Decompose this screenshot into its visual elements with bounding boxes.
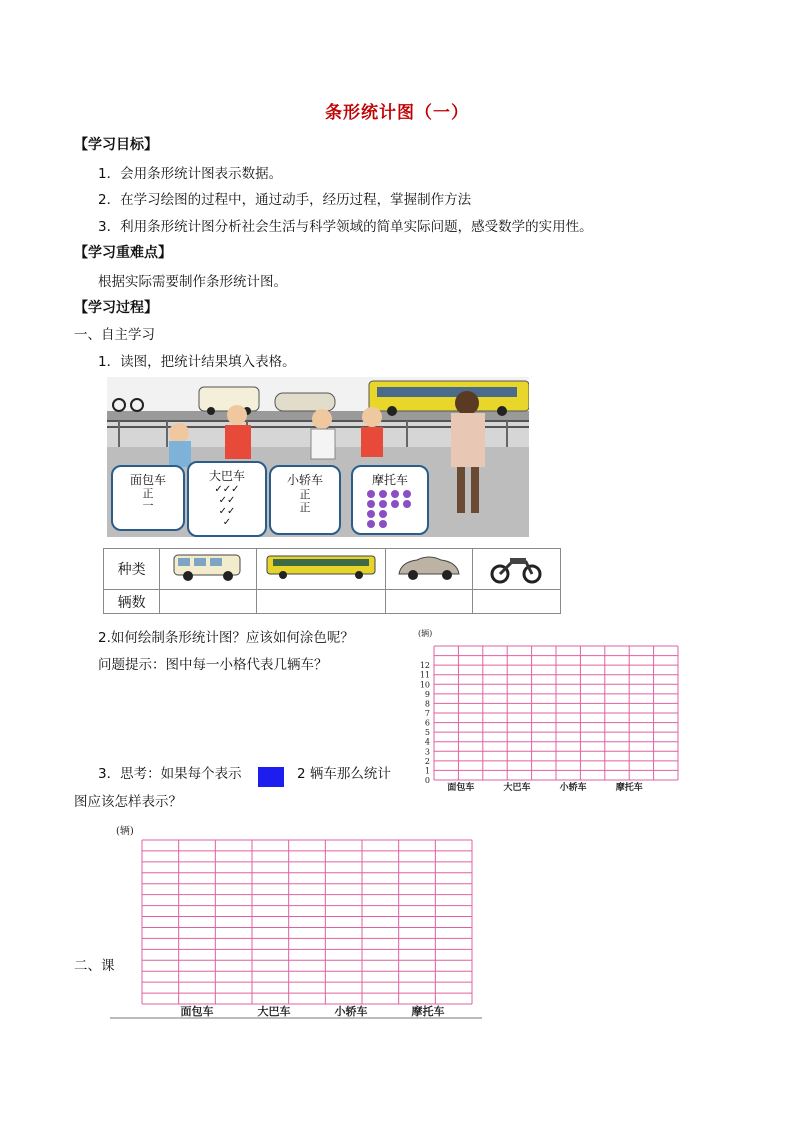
question-2: 2.如何绘制条形统计图？应该如何涂色呢？	[98, 630, 354, 646]
chart-1-y-tick: 11	[419, 670, 430, 680]
tally-board-label: 小轿车	[286, 473, 323, 487]
tally-board-minivan	[111, 465, 185, 531]
row-header-type: 种类	[104, 549, 160, 590]
key-heading: 【学习重难点】	[74, 245, 172, 261]
tally-board-label: 大巴车	[208, 469, 245, 483]
tally-board-bus	[187, 461, 267, 537]
question-3-part-a: 3．思考：如果每个表示	[98, 766, 242, 782]
tally-board-label: 摩托车	[371, 473, 408, 487]
goal-2: 2．在学习绘图的过程中，通过动手，经历过程，掌握制作方法	[98, 192, 472, 208]
chart-1-category-label: 摩托车	[615, 783, 643, 793]
question-2-hint: 问题提示：图中每一小格代表几辆车？	[98, 657, 328, 673]
tally-dots	[353, 488, 427, 532]
goal-3: 3．利用条形统计图分析社会生活与科学领域的简单实际问题，感受数学的实用性。	[98, 219, 593, 235]
goals-heading: 【学习目标】	[74, 137, 158, 153]
chart-1-y-tick: 4	[424, 737, 430, 747]
chart-1-y-tick: 7	[424, 709, 430, 718]
part2-heading: 二、课	[74, 958, 115, 974]
count-cell-motorcycle[interactable]	[472, 590, 560, 614]
traffic-illustration	[107, 377, 529, 537]
chart-1-blank-grid	[412, 626, 684, 794]
chart-1-y-tick: 3	[424, 747, 430, 757]
chart-1-y-tick: 5	[424, 728, 430, 738]
tally-marks: ✓✓✓ ✓✓ ✓✓ ✓	[214, 484, 240, 528]
vehicle-minivan-image	[160, 549, 257, 590]
chart-2-unit: (辆)	[116, 826, 134, 837]
chart-1-y-tick: 1	[424, 766, 430, 776]
tally-board-motorcycle	[351, 465, 429, 535]
chart-1-y-tick: 2	[424, 756, 430, 766]
tally-board-label: 面包车	[129, 473, 166, 487]
tally-marks: 正 一	[142, 487, 154, 512]
tally-marks: 正 正	[299, 488, 311, 514]
page-title: 条形统计图（一）	[325, 103, 469, 123]
chart-2-category-label: 小轿车	[334, 1005, 368, 1018]
process-heading: 【学习过程】	[74, 300, 158, 316]
part1-heading: 一、自主学习	[74, 327, 155, 343]
chart-1-unit: (辆)	[418, 629, 433, 638]
chart-2-category-label: 大巴车	[257, 1005, 291, 1018]
question-3-part-b: 2 辆车那么统计	[297, 766, 391, 782]
chart-1-category-label: 面包车	[447, 783, 475, 793]
chart-1-y-tick: 6	[424, 718, 430, 728]
chart-2-category-label: 摩托车	[411, 1005, 445, 1018]
row-header-count: 辆数	[104, 590, 160, 614]
tally-board-car	[269, 465, 341, 535]
chart-1-y-tick: 9	[424, 689, 430, 699]
vehicle-car-image	[385, 549, 472, 590]
count-cell-bus[interactable]	[256, 590, 385, 614]
chart-2-blank-grid	[108, 822, 488, 1022]
count-cell-minivan[interactable]	[160, 590, 257, 614]
question-3-part-c: 图应该怎样表示？	[74, 794, 182, 810]
chart-1-y-tick: 10	[419, 680, 430, 690]
vehicle-motorcycle-image	[472, 549, 560, 590]
key-text: 根据实际需要制作条形统计图。	[98, 274, 287, 290]
legend-square	[258, 767, 284, 787]
count-table	[103, 548, 561, 614]
chart-1-category-label: 小轿车	[559, 783, 587, 793]
goal-1: 1．会用条形统计图表示数据。	[98, 166, 283, 182]
count-cell-car[interactable]	[385, 590, 472, 614]
chart-1-category-label: 大巴车	[503, 783, 531, 793]
chart-2-category-label: 面包车	[180, 1005, 214, 1018]
chart-1-y-tick: 12	[419, 661, 430, 671]
vehicle-bus-image	[256, 549, 385, 590]
chart-1-y-tick: 0	[424, 776, 430, 785]
chart-1-y-tick: 8	[424, 699, 430, 709]
question-1: 1．读图，把统计结果填入表格。	[98, 354, 296, 370]
